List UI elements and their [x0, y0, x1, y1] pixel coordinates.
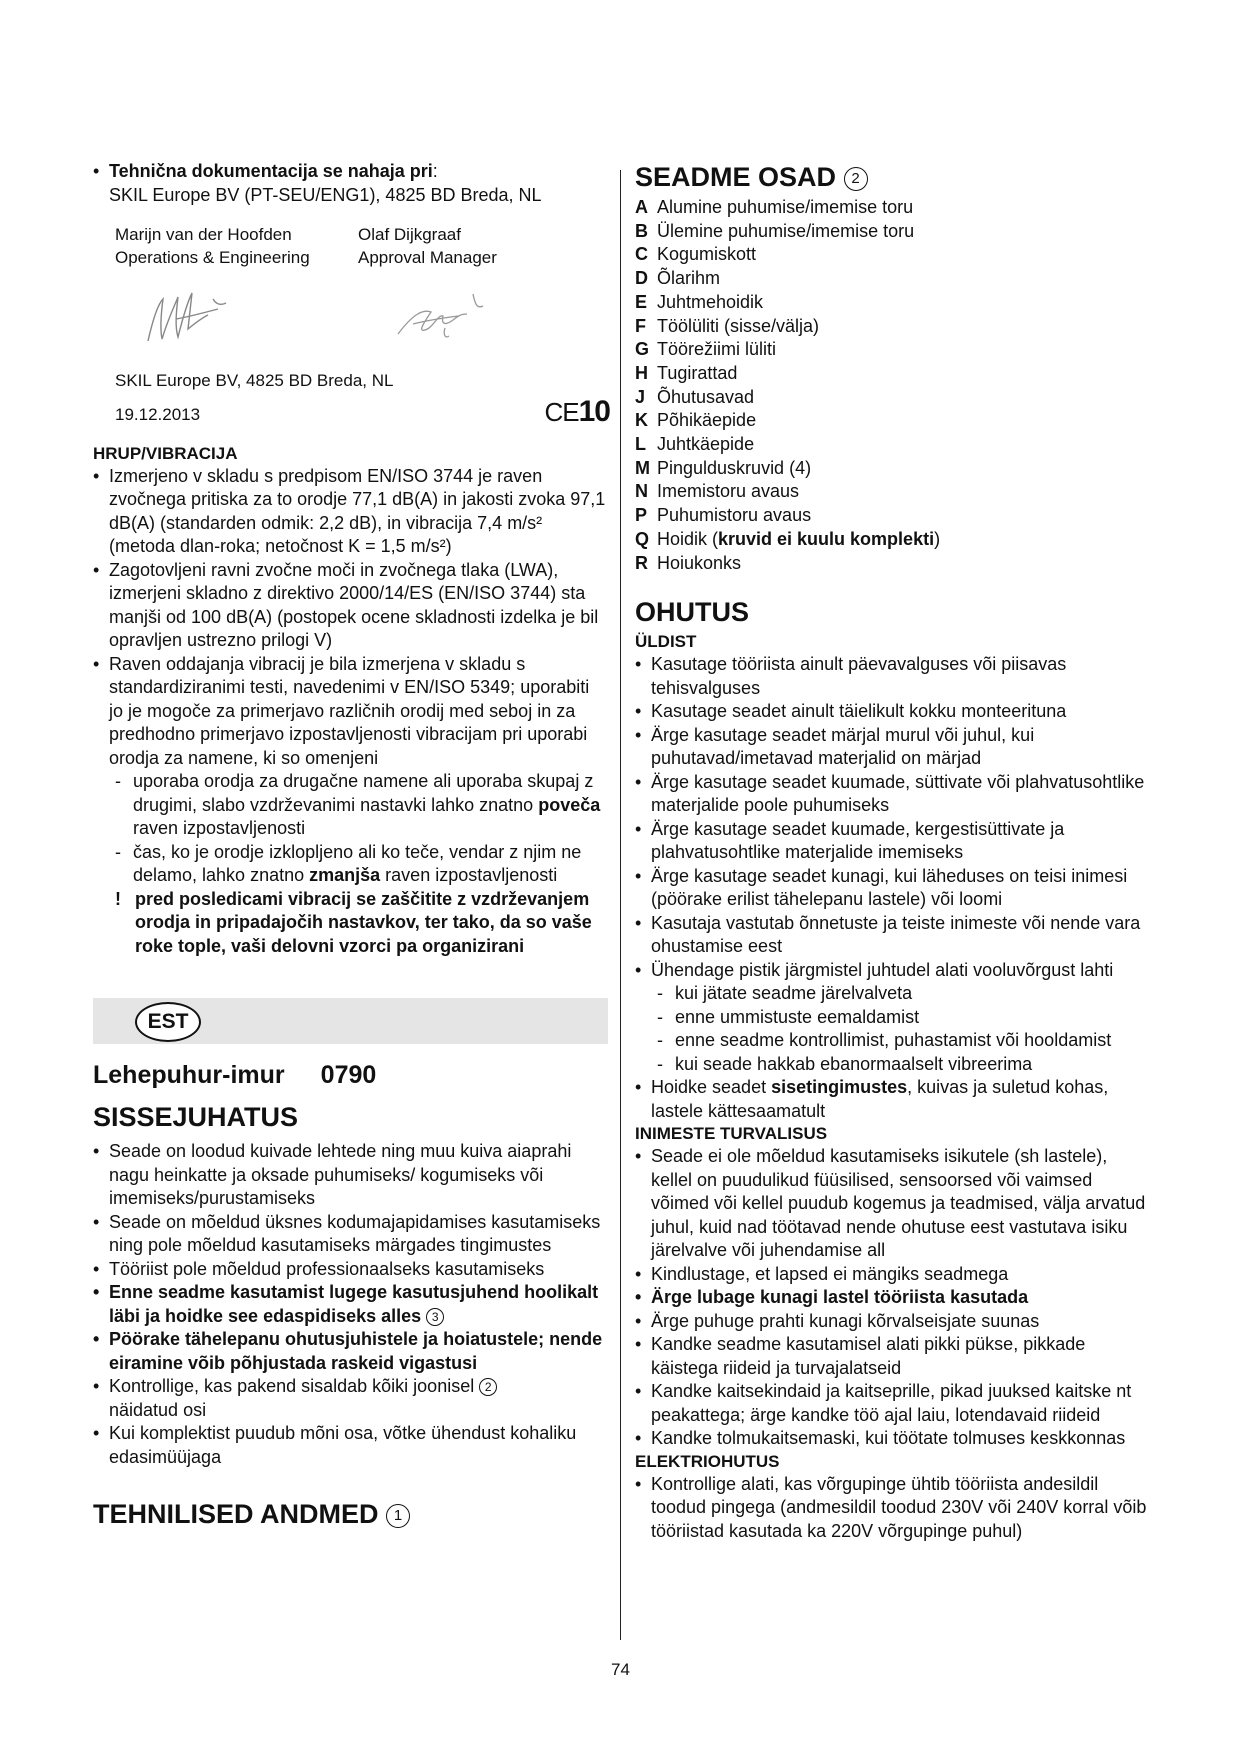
noise-dash-2-c: raven izpostavljenosti: [380, 865, 558, 885]
noise-dash-1-a: uporaba orodja za drugačne namene ali uporaba skupaj z drugimi, slabo vzdrževanimi nastavki lahko znatno: [133, 771, 594, 815]
warning-icon: !: [115, 888, 121, 909]
right-column: [635, 160, 1150, 1543]
general-bullet-7: • Kasutaja vastutab õnnetuste ja teiste inimeste või nende vara ohustamise eest: [635, 912, 1150, 959]
tech-doc-label: Tehnična dokumentacija se nahaja pri: [109, 161, 433, 181]
general-bullet-1: • Kasutage tööriista ainult päevavalguses või piisavas tehisvalguses: [635, 653, 1150, 700]
intro-bullet-7: • Kui komplektist puudub mõni osa, võtke ühendust kohaliku edasimüüjaga: [93, 1422, 608, 1469]
part-item-a: [635, 196, 1150, 220]
tech-data-heading-text: TEHNILISED ANDMED: [93, 1499, 379, 1529]
tech-doc-address: SKIL Europe BV (PT-SEU/ENG1), 4825 BD Breda, NL: [109, 184, 542, 205]
part-letter: G: [635, 339, 650, 360]
product-number: 0790: [320, 1061, 377, 1089]
general-bullet-2: • Kasutage seadet ainult täielikult kokku monteerituna: [635, 700, 1150, 724]
part-label: Hoiukonks: [657, 552, 742, 573]
signatory-names: [93, 223, 608, 246]
part-item-h: [635, 362, 1150, 386]
part-label: Imemistoru avaus: [657, 481, 800, 502]
part-item-l: [635, 433, 1150, 457]
intro-bullet-4: [93, 1281, 608, 1328]
tech-doc-colon: :: [432, 161, 438, 181]
part-label: Põhikäepide: [657, 410, 757, 431]
date: 19.12.2013: [115, 404, 201, 424]
part-letter: N: [635, 481, 648, 502]
parts-heading-text: SEADME OSAD: [635, 162, 837, 192]
people-bullet-6: • Kandke kaitsekindaid ja kaitseprille, pikad juuksed kaitske nt peakattega; ärge kandke töö ajal laiu, lotendavaid riideid: [635, 1380, 1150, 1427]
part-letter: K: [635, 410, 648, 431]
part-label: Töölüliti (sisse/välja): [657, 315, 820, 336]
intro-heading: SISSEJUHATUS: [93, 1102, 299, 1132]
left-column: [93, 160, 608, 1531]
figure-ref-2-icon: 2: [479, 1378, 497, 1396]
part-item-n: [635, 480, 1150, 504]
safety-heading: OHUTUS: [635, 597, 749, 628]
part-letter: H: [635, 362, 648, 383]
part-letter: R: [635, 552, 648, 573]
noise-heading: HRUP/VIBRACIJA: [93, 443, 238, 463]
intro-bullet-6-a: Kontrollige, kas pakend sisaldab kõiki joonisel: [109, 1376, 475, 1396]
part-item-c: [635, 243, 1150, 267]
intro-bullet-6: [93, 1375, 608, 1422]
general-bullet-4: • Ärge kasutage seadet kuumade, süttivate või plahvatusohtlike materjalide poole puhumiseks: [635, 771, 1150, 818]
people-bullet-4: • Ärge puhuge prahti kunagi kõrvalseisjate suunas: [635, 1310, 1150, 1334]
part-label: Juhtkäepide: [657, 434, 755, 455]
ce-mark: [545, 395, 611, 429]
part-letter: M: [635, 457, 650, 478]
intro-bullet-6-b: näidatud osi: [109, 1399, 207, 1420]
part-item-g: [635, 338, 1150, 362]
noise-dash-2-a: čas, ko je orodje izklopljeno ali ko teče, vendar z njim ne delamo, lahko znatno: [133, 841, 582, 885]
vibration-warning: [93, 888, 608, 959]
part-label: Õlarihm: [657, 268, 721, 289]
intro-bullet-4-text: Enne seadme kasutamist lugege kasutusjuhend hoolikalt läbi ja hoidke see edaspidiseks alles: [109, 1282, 599, 1326]
figure-ref-3-icon: 3: [426, 1308, 444, 1326]
figure-ref-1-icon: 1: [386, 1504, 410, 1528]
tech-doc-line: [93, 160, 608, 207]
general-dash-3: - enne seadme kontrollimist, puhastamist või hooldamist: [635, 1029, 1150, 1053]
part-letter: P: [635, 505, 648, 526]
general-bullet-9-c: , kuivas ja suletud kohas, lastele kättesaamatult: [651, 1077, 1109, 1121]
general-bullet-8: • Ühendage pistik järgmistel juhtudel alati vooluvõrgust lahti: [635, 959, 1150, 983]
part-letter: A: [635, 197, 648, 217]
vibration-warning-text: pred posledicami vibracij se zaščitite z vzdrževanjem orodja in pripadajočih nastavkov, ter tako, da so vaše roke tople, vaši delovni vzorci pa organizirani: [135, 888, 592, 956]
noise-dash-2: [93, 841, 608, 888]
date-row: [93, 393, 608, 433]
part-letter: L: [635, 434, 646, 455]
part-q-b: kruvid ei kuulu komplekti: [718, 528, 935, 549]
part-label: Tugirattad: [657, 362, 738, 383]
part-label: [657, 528, 940, 552]
people-bullet-2: • Kindlustage, et lapsed ei mängiks seadmega: [635, 1263, 1150, 1287]
part-label: Puhumistoru avaus: [657, 505, 812, 526]
people-heading: INIMESTE TURVALISUS: [635, 1124, 828, 1144]
part-letter: Q: [635, 528, 650, 549]
ce-number: 10: [578, 394, 610, 428]
part-label: Alumine puhumise/imemise toru: [657, 197, 914, 217]
general-bullet-3: • Ärge kasutage seadet märjal murul või juhul, kui puhutavad/imetavad materjalid on märjad: [635, 724, 1150, 771]
part-item-f: [635, 315, 1150, 339]
ce-logo: CE: [544, 396, 579, 427]
company-line: SKIL Europe BV, 4825 BD Breda, NL: [115, 371, 394, 390]
part-label: Pingulduskruvid (4): [657, 457, 812, 478]
part-letter: C: [635, 244, 648, 265]
intro-bullet-5: • Pöörake tähelepanu ohutusjuhistele ja hoiatustele; nende eiramine võib põhjustada raskeid vigastusi: [93, 1328, 608, 1375]
people-bullet-3: • Ärge lubage kunagi lastel tööriista kasutada: [635, 1286, 1150, 1310]
signatory-2-role: Approval Manager: [358, 248, 497, 267]
general-dash-4: - kui seade hakkab ebanormaalselt vibreerima: [635, 1053, 1150, 1077]
part-item-b: [635, 220, 1150, 244]
people-bullet-7: • Kandke tolmukaitsemaski, kui töötate tolmuses keskkonnas: [635, 1427, 1150, 1451]
page-number: 74: [611, 1660, 630, 1679]
signatory-roles: [93, 246, 608, 269]
part-label: Ülemine puhumise/imemise toru: [657, 220, 915, 241]
noise-dash-2-b: zmanjša: [309, 865, 381, 885]
general-bullet-6: • Ärge kasutage seadet kunagi, kui läheduses on teisi inimesi (pöörake erilist tähelepanu lastele) või loomi: [635, 865, 1150, 912]
noise-dash-1: [93, 770, 608, 841]
language-bar: [93, 998, 608, 1044]
parts-heading: [635, 160, 1150, 194]
noise-dash-1-b: poveča: [538, 794, 601, 815]
noise-bullet-2: • Zagotovljeni ravni zvočne moči in zvočnega tlaka (LWA), izmerjeni skladno z direktivo 2000/14/ES (EN/ISO 3744) sta manjši od 100 dB(A) (postopek ocene skladnosti izdelka je bil opravljen ustrezno prilogi V): [93, 559, 608, 653]
general-dash-1: - kui jätate seadme järelvalveta: [635, 982, 1150, 1006]
signatory-1-name: Marijn van der Hoofden: [115, 225, 292, 244]
figure-ref-2-icon: 2: [844, 167, 868, 191]
noise-bullet-1: • Izmerjeno v skladu s predpisom EN/ISO 3744 je raven zvočnega pritiska za to orodje 77,1 dB(A) in jakosti zvoka 97,1 dB(A) (standarden odmik: 2,2 dB), in vibracija 7,4 m/s² (metoda dlan-roka; netočnost K = 1,5 m/s²): [93, 465, 608, 559]
parts-list: [635, 196, 1150, 575]
intro-bullet-2: • Seade on mõeldud üksnes kodumajapidamises kasutamiseks ning pole mõeldud kasutamiseks märgades tingimustes: [93, 1211, 608, 1258]
part-letter: B: [635, 220, 648, 241]
part-item-d: [635, 267, 1150, 291]
general-bullet-5: • Ärge kasutage seadet kuumade, kergestisüttivate ja plahvatusohtlike materjalide imemiseks: [635, 818, 1150, 865]
intro-bullet-1: • Seade on loodud kuivade lehtede ning muu kuiva aiaprahi nagu heinkatte ja oksade puhumiseks/ kogumiseks või imemiseks/purustamiseks: [93, 1140, 608, 1211]
part-q-a: Hoidik (: [657, 528, 719, 549]
tech-data-heading: [93, 1497, 608, 1531]
signatures-area: [93, 269, 608, 369]
part-item-p: [635, 504, 1150, 528]
noise-bullet-3: • Raven oddajanja vibracij je bila izmerjena v skladu s standardiziranimi testi, navedenimi v EN/ISO 5349; uporabiti jo je mogoče za primerjavo različnih orodij med seboj in za predhodno primerjavo izpostavljenosti vibracijam pri uporabi orodja za namene, ki so omenjeni: [93, 653, 608, 771]
electric-bullet-1: • Kontrollige alati, kas võrgupinge ühtib tööriista andesildil toodud pingega (andmesildil toodud 230V või 240V korral võib tööriistad kasutada ka 220V võrgupinge puhul): [635, 1473, 1150, 1544]
signature-1-image: [128, 279, 248, 359]
signatory-1-role: Operations & Engineering: [115, 248, 310, 267]
part-q-c: ): [934, 528, 941, 549]
electric-heading: ELEKTRIOHUTUS: [635, 1451, 780, 1471]
part-letter: F: [635, 315, 646, 336]
general-bullet-9: [635, 1076, 1150, 1123]
general-heading: ÜLDIST: [635, 632, 697, 652]
part-letter: J: [635, 386, 646, 407]
product-title: [93, 1058, 608, 1092]
people-bullet-1: • Seade ei ole mõeldud kasutamiseks isikutele (sh lastele), kellel on puudulikud füüsilised, sensoorsed või vaimsed võimed või kellel puudub kogemus ja teadmised, välja arvatud juhul, kuid nad töötavad nende ohutuse eest vastutava isiku järelvalve või juhendamise all: [635, 1145, 1150, 1263]
part-label: Juhtmehoidik: [657, 291, 764, 312]
product-name: Lehepuhur-imur: [93, 1061, 285, 1089]
intro-bullet-3: • Tööriist pole mõeldud professionaalseks kasutamiseks: [93, 1258, 608, 1282]
signature-2-image: [383, 284, 503, 354]
noise-dash-1-c: raven izpostavljenosti: [133, 818, 306, 838]
part-label: Õhutusavad: [657, 386, 755, 407]
general-bullet-9-a: Hoidke seadet: [651, 1077, 772, 1098]
part-label: Töörežiimi lüliti: [657, 339, 777, 360]
column-divider: [620, 170, 621, 1640]
part-item-j: [635, 386, 1150, 410]
part-item-e: [635, 291, 1150, 315]
part-item-m: [635, 457, 1150, 481]
general-bullet-9-b: sisetingimustes: [771, 1077, 908, 1098]
part-letter: D: [635, 268, 648, 289]
part-item-q: [635, 528, 1150, 552]
people-bullet-5: • Kandke seadme kasutamisel alati pikki pükse, pikkade käistega riideid ja turvajalatseid: [635, 1333, 1150, 1380]
part-letter: E: [635, 291, 648, 312]
part-item-k: [635, 409, 1150, 433]
part-item-r: [635, 552, 1150, 576]
general-dash-2: - enne ummistuste eemaldamist: [635, 1006, 1150, 1030]
part-label: Kogumiskott: [657, 244, 757, 265]
language-badge: EST: [135, 1002, 201, 1042]
signatory-2-name: Olaf Dijkgraaf: [358, 225, 461, 244]
